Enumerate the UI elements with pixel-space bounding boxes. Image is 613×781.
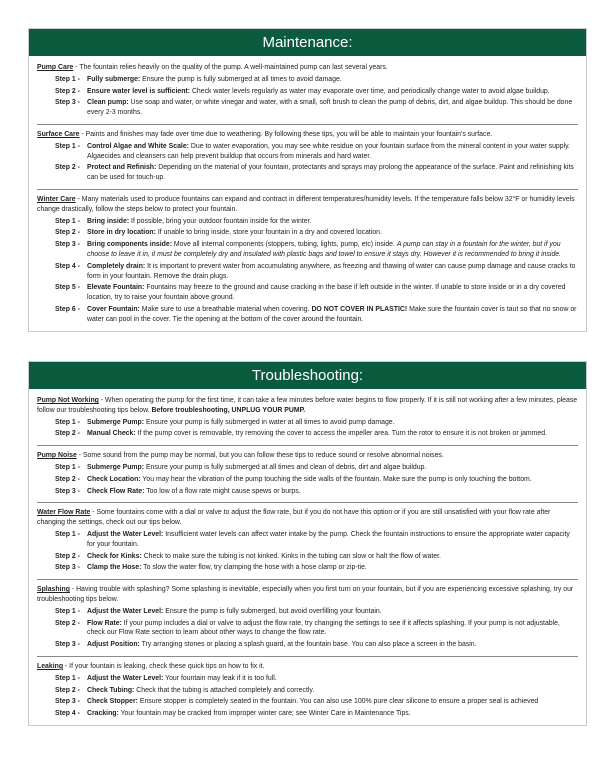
step-title: Bring inside: [87, 217, 130, 225]
section-surface-care [37, 130, 578, 190]
section-title: Surface Care [37, 130, 80, 138]
step-title: Bring components inside: [87, 241, 172, 249]
step-text [87, 87, 578, 97]
step-row [37, 163, 578, 183]
step-number: Step 1 - [55, 463, 80, 471]
section-title: Pump Noise [37, 452, 77, 460]
step-number: Step 3 - [55, 241, 80, 249]
section-intro: Pump Care - The fountain relies heavily on the quality of the pump. A well-maintained pump can last several years. [37, 64, 388, 71]
step-title: Check for Kinks: [87, 552, 142, 560]
step-number: Step 2 - [55, 229, 80, 237]
step-row [37, 228, 578, 238]
step-number: Step 5 - [55, 284, 80, 292]
step-description: Too low of a flow rate might cause spews or burps. [146, 487, 301, 495]
step-description: If the pump cover is removable, try removing the cover to access the impeller area. Turn the rotor to ensure it is not broken or jammed. [137, 430, 547, 438]
maintenance-header: Maintenance: [29, 29, 586, 56]
step-title: Store in dry location: [87, 229, 156, 237]
step-description: Check water levels regularly as water may evaporate over time, and periodically change water to avoid algae buildup. [191, 87, 550, 95]
troubleshooting-panel [28, 361, 587, 726]
section-intro-text: The fountain relies heavily on the quality of the pump. A well-maintained pump can last several years. [79, 64, 388, 71]
step-text [87, 640, 578, 650]
step-description: Depending on the material of your fountain, protectants and sprays may prolong the appearance of the surface. Paint and refinishing kits can be used for touch-up. [87, 164, 574, 182]
section-intro: Splashing - Having trouble with splashing? Some splashing is inevitable, especially when you first turn on your fountain, but if you are experiencing excessive splashing, try our troubleshooting tips below. [37, 586, 574, 603]
section-intro-bold: Before troubleshooting, UNPLUG YOUR PUMP. [151, 406, 306, 414]
step-number: Step 2 - [55, 619, 80, 627]
section-intro-text: When operating the pump for the first time, it can take a few minutes before water begins to flow properly. If it is still not working after a few minutes, please follow our troubleshooting tips below. [37, 397, 578, 414]
step-text [87, 709, 578, 719]
step-text [87, 98, 578, 118]
step-row [37, 142, 578, 162]
step-number: Step 1 - [55, 607, 80, 615]
step-text [87, 283, 578, 303]
step-title: Flow Rate: [87, 619, 122, 627]
step-description: Ensure the pump is fully submerged at all times to avoid damage. [142, 75, 342, 83]
step-row [37, 563, 578, 573]
section-intro-text: Some fountains come with a dial or valve to adjust the flow rate, but if you do not have this option or if you are still unsatisfied with your flow rate after changing the settings, check out our tips below. [37, 509, 551, 527]
step-row [37, 552, 578, 562]
step-number: Step 1 - [55, 418, 80, 426]
step-title: Control Algae and White Scale: [87, 142, 189, 150]
step-text [87, 619, 578, 639]
step-title: Submerge Pump: [87, 463, 145, 471]
step-number: Step 1 - [55, 217, 80, 225]
section-title: Leaking [37, 662, 64, 670]
step-text [87, 607, 578, 617]
section-title: Water Flow Rate [37, 509, 91, 517]
step-description: If unable to bring inside, store your fountain in a dry and covered location. [157, 229, 382, 237]
step-number: Step 3 - [55, 698, 80, 706]
step-text [87, 697, 578, 707]
step-description: Ensure the pump is fully submerged, but avoid overfilling your fountain. [165, 607, 382, 615]
section-title: Splashing [37, 586, 70, 594]
step-number: Step 1 - [55, 530, 80, 538]
section-intro-text: Many materials used to produce fountains can expand and contract in different temperatures/humidity levels. If the temperature falls below 32°F or humidity levels change drastically, follow the steps below to protect your fountain. [37, 195, 575, 213]
step-text [87, 228, 578, 238]
step-title: Protect and Refinish: [87, 164, 157, 172]
section-splashing [37, 585, 578, 657]
step-description: You may hear the vibration of the pump touching the side walls of the fountain. Make sure the pump is only touching the bottom. [142, 475, 532, 483]
step-warning: DO NOT COVER IN PLASTIC! [311, 305, 408, 313]
step-text [87, 163, 578, 183]
step-title: Clamp the Hose: [87, 564, 142, 572]
step-text [87, 217, 578, 227]
step-text [87, 530, 578, 550]
step-description: Check to make sure the tubing is not kinked. Kinks in the tubing can slow or halt the flow of water. [143, 552, 441, 560]
step-row [37, 240, 578, 260]
step-number: Step 4 - [55, 262, 80, 270]
step-number: Step 4 - [55, 710, 80, 718]
step-note: A pump can stay in a fountain for the winter, but if you choose to leave it in, it must be completely dry and insulated with plastic bags and towel to ensure it stays dry. However it is recommended to bring it inside. [87, 241, 562, 258]
step-description: Fountains may freeze to the ground and cause cracking in the base if left outside in the winter. If unable to store inside or in a dry covered location, try to raise your fountain above ground. [87, 284, 566, 302]
step-description: If possible, bring your outdoor fountain inside for the winter. [131, 217, 312, 225]
troubleshooting-body [29, 389, 586, 725]
step-number: Step 2 - [55, 430, 80, 438]
step-text [87, 262, 578, 282]
troubleshooting-header: Troubleshooting: [29, 362, 586, 389]
step-number: Step 3 - [55, 487, 80, 495]
step-row [37, 640, 578, 650]
step-title: Check Stopper: [87, 698, 138, 706]
step-number: Step 2 - [55, 87, 80, 95]
step-row [37, 607, 578, 617]
step-row [37, 283, 578, 303]
step-title: Submerge Pump: [87, 418, 145, 426]
section-pump-noise [37, 451, 578, 503]
step-row [37, 75, 578, 85]
section-pump-care [37, 63, 578, 125]
step-row [37, 98, 578, 118]
section-title: Pump Care [37, 64, 74, 71]
step-description: Your fountain may be cracked from improper winter care; see Winter Care in Maintenance Tips. [120, 710, 411, 718]
step-description: Try arranging stones or placing a splash guard, at the fountain base. You can also place a screen in the basin. [141, 641, 477, 649]
step-description-2: Make sure the fountain cover is taut so that no snow or water can pool in the cover. Tie the opening at the bottom of the cover around the fountain. [87, 305, 577, 323]
step-text [87, 475, 578, 485]
step-description: To slow the water flow, try clamping the hose with a hose clamp or zip-tie. [143, 564, 367, 572]
section-intro: Winter Care - Many materials used to produce fountains can expand and contract in different temperatures/humidity levels. If the temperature falls below 32°F or humidity levels change drastically, follow the steps below to protect your fountain. [37, 195, 575, 213]
step-title: Clean pump: [87, 99, 129, 107]
step-title: Check Location: [87, 475, 141, 483]
step-number: Step 3 - [55, 641, 80, 649]
step-title: Fully submerge: [87, 75, 141, 83]
section-intro-text: Paints and finishes may fade over time due to weathering. By following these tips, you will be able to maintain your fountain's surface. [85, 130, 493, 138]
step-description: Check that the tubing is attached completely and correctly. [136, 686, 315, 694]
step-row [37, 418, 578, 428]
step-row [37, 619, 578, 639]
step-description: Ensure stopper is completely seated in the fountain. You can also use 100% pure clear silicone to ensure a proper seal is achieved [139, 698, 539, 706]
step-description: Insufficient water levels can affect water intake by the pump. Check the fountain instructions to ensure the appropriate water capacity for your fountain. [87, 530, 570, 548]
step-title: Completely drain: [87, 262, 146, 270]
step-number: Step 2 - [55, 475, 80, 483]
section-intro: Water Flow Rate - Some fountains come with a dial or valve to adjust the flow rate, but if you do not have this option or if you are still unsatisfied with your flow rate after changing the settings, check out our tips below. [37, 509, 551, 527]
step-text [87, 240, 578, 260]
step-description: Use soap and water, or white vinegar and water, with a small, soft brush to clean the pump of debris, dirt, and algae buildup. This should be done every 2-3 months. [87, 99, 573, 117]
step-row [37, 87, 578, 97]
step-title: Cracking: [87, 710, 119, 718]
step-row [37, 305, 578, 325]
section-water-flow-rate [37, 508, 578, 580]
section-intro: Surface Care - Paints and finishes may fade over time due to weathering. By following these tips, you will be able to maintain your fountain's surface. [37, 130, 493, 138]
step-text [87, 674, 578, 684]
step-text [87, 487, 578, 497]
section-title: Pump Not Working [37, 397, 99, 404]
step-number: Step 3 - [55, 564, 80, 572]
step-row [37, 686, 578, 696]
step-text [87, 142, 578, 162]
step-title: Adjust the Water Level: [87, 674, 164, 682]
section-intro: Leaking - If your fountain is leaking, check these quick tips on how to fix it. [37, 662, 265, 670]
step-row [37, 674, 578, 684]
step-title: Ensure water level is sufficient: [87, 87, 191, 95]
step-text [87, 305, 578, 325]
step-text [87, 686, 578, 696]
maintenance-body [29, 56, 586, 331]
section-title: Winter Care [37, 195, 76, 203]
step-text [87, 563, 578, 573]
step-description: It is important to prevent water from accumulating anywhere, as freezing and thawing of water can cause pump damage and cause cracks to form in your fountain. Remove the drain plugs. [87, 262, 576, 280]
step-text [87, 429, 578, 439]
step-row [37, 463, 578, 473]
step-description: If your pump includes a dial or valve to adjust the flow rate, try changing the settings to see if it affects splashing. If your pump is not adjustable, check our Flow Rate section to learn about other ways to change the flow rate. [87, 619, 560, 637]
section-winter-care [37, 195, 578, 331]
step-text [87, 418, 578, 428]
step-title: Adjust Position: [87, 641, 140, 649]
section-intro: Pump Noise - Some sound from the pump may be normal, but you can follow these tips to reduce sound or resolve abnormal noises. [37, 452, 444, 460]
section-intro-text: Some sound from the pump may be normal, but you can follow these tips to reduce sound or resolve abnormal noises. [82, 452, 444, 460]
step-number: Step 2 - [55, 164, 80, 172]
step-number: Step 1 - [55, 142, 80, 150]
step-title: Manual Check: [87, 430, 136, 438]
step-row [37, 530, 578, 550]
step-row [37, 262, 578, 282]
step-number: Step 2 - [55, 686, 80, 694]
step-description: Due to water evaporation, you may see white residue on your fountain surface from the mineral content in your water supply. Algaecides and cleansers can help prevent buildup that occurs from minerals and hard water. [87, 142, 570, 160]
maintenance-panel [28, 28, 587, 332]
section-intro-text: Having trouble with splashing? Some splashing is inevitable, especially when you first turn on your fountain, but if you are experiencing excessive splashing, try our troubleshooting tips below. [37, 586, 574, 603]
step-description: Move all internal components (stoppers, tubing, lights, pump, etc) inside. [173, 241, 395, 249]
step-row [37, 709, 578, 719]
step-text [87, 463, 578, 473]
step-description: Ensure your pump is fully submerged at all times and clean of debris, dirt and algae buildup. [145, 463, 427, 471]
step-title: Adjust the Water Level: [87, 607, 164, 615]
step-text [87, 75, 578, 85]
step-description: Make sure to use a breathable material when covering. [141, 305, 310, 313]
step-description: Your fountain may leak if it is too full. [165, 674, 277, 682]
section-pump-not-working [37, 396, 578, 446]
step-row [37, 429, 578, 439]
step-row [37, 217, 578, 227]
step-title: Cover Fountain: [87, 305, 140, 313]
step-number: Step 3 - [55, 99, 80, 107]
step-row [37, 697, 578, 707]
section-intro-text: If your fountain is leaking, check these quick tips on how to fix it. [69, 662, 265, 670]
section-intro: Pump Not Working - When operating the pump for the first time, it can take a few minutes before water begins to flow properly. If it is still not working after a few minutes, please follow our troubleshooting tips below. Before troubleshooting, UNPLUG YOUR PUMP. [37, 397, 578, 414]
section-leaking [37, 662, 578, 725]
step-number: Step 1 - [55, 75, 80, 83]
step-title: Elevate Fountain: [87, 284, 145, 292]
step-description: Ensure your pump is fully submerged in water at all times to avoid pump damage. [145, 418, 395, 426]
step-text [87, 552, 578, 562]
step-number: Step 1 - [55, 674, 80, 682]
step-number: Step 2 - [55, 552, 80, 560]
step-title: Check Tubing: [87, 686, 135, 694]
step-title: Check Flow Rate: [87, 487, 145, 495]
step-number: Step 6 - [55, 305, 80, 313]
step-row [37, 487, 578, 497]
step-title: Adjust the Water Level: [87, 530, 164, 538]
step-row [37, 475, 578, 485]
